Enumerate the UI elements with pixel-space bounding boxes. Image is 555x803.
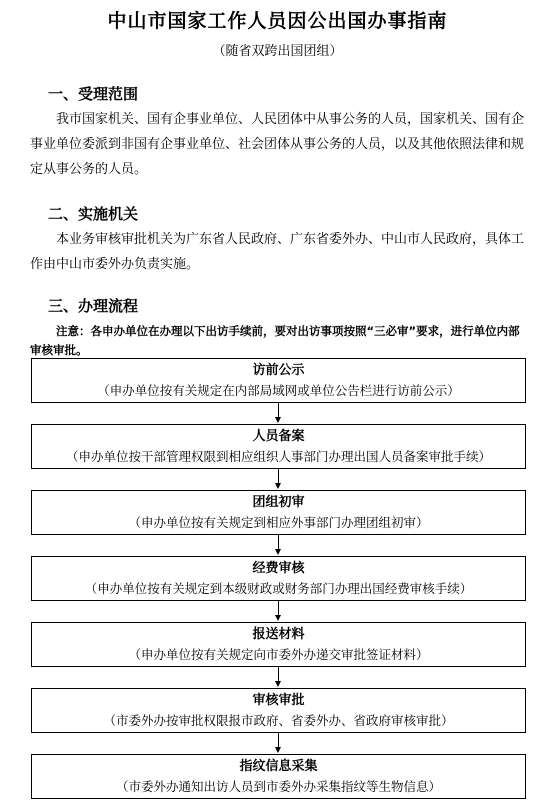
flow-step-desc: （申办单位按有关规定向市委外办递交审批签证材料） <box>128 647 429 662</box>
flow-step-desc: （申办单位按干部管理权限到相应组织人事部门办理出国人员备案审批手续） <box>65 449 491 464</box>
flow-step-desc: （市委外办通知出访人员到市委外办采集指纹等生物信息） <box>115 779 441 794</box>
flow-step-desc: （申办单位按有关规定到本级财政或财务部门办理出国经费审核手续） <box>84 581 473 596</box>
flow-arrow <box>31 469 526 490</box>
flow-step-desc: （市委外办按审批权限报市政府、省委外办、省政府审核审批） <box>103 713 454 728</box>
flow-step-desc: （申办单位按有关规定到相应外事部门办理团组初审） <box>128 515 429 530</box>
flow-step-box <box>31 490 526 535</box>
process-note-text: 注意：各申办单位在办理以下出访手续前，要对出访事项按照“三必审”要求，进行单位内部审核审批。 <box>30 324 520 357</box>
arrow-down-icon <box>275 549 281 555</box>
arrow-down-icon <box>275 483 281 489</box>
flow-arrow <box>31 601 526 622</box>
flow-arrow <box>31 733 526 754</box>
flow-step-box <box>31 424 526 469</box>
process-note <box>30 322 530 360</box>
section-heading-process: 三、办理流程 <box>48 297 139 315</box>
flow-step-desc: （申办单位按有关规定在内部局域网或单位公告栏进行访前公示） <box>97 383 460 398</box>
flow-arrow <box>31 535 526 556</box>
arrow-down-icon <box>275 615 281 621</box>
arrow-down-icon <box>275 747 281 753</box>
section-body-scope <box>30 107 530 182</box>
page-title: 中山市国家工作人员因公出国办事指南 <box>107 10 448 32</box>
arrow-down-icon <box>275 681 281 687</box>
flow-arrow <box>31 667 526 688</box>
section-heading-scope: 一、受理范围 <box>48 85 139 103</box>
section-body-authority <box>30 227 530 277</box>
flow-step-box <box>31 556 526 601</box>
flow-step-title: 指纹信息采集 <box>239 759 318 774</box>
flow-step-box <box>31 622 526 667</box>
arrow-down-icon <box>275 417 281 423</box>
flow-step-box <box>31 688 526 733</box>
process-flowchart <box>31 358 526 799</box>
scope-text: 我市国家机关、国有企事业单位、人民团体中从事公务的人员，国家机关、国有企事业单位委派到非国有企事业单位、社会团体从事公务的人员，以及其他依照法律和规定从事公务的人员。 <box>30 112 525 177</box>
authority-text: 本业务审核审批机关为广东省人民政府、广东省委外办、中山市人民政府，具体工作由中山市委外办负责实施。 <box>30 232 525 272</box>
flow-step-title: 团组初审 <box>252 495 305 510</box>
flow-step-box <box>31 754 526 799</box>
page-subtitle: （随省双跨出国团组） <box>212 44 343 59</box>
flow-step-title: 访前公示 <box>252 363 305 378</box>
section-heading-authority: 二、实施机关 <box>48 205 139 223</box>
flow-step-title: 经费审核 <box>252 561 305 576</box>
flow-step-title: 报送材料 <box>252 627 305 642</box>
flow-step-title: 人员备案 <box>252 429 305 444</box>
flow-step-box <box>31 358 526 403</box>
flow-step-title: 审核审批 <box>252 693 305 708</box>
flow-arrow <box>31 403 526 424</box>
